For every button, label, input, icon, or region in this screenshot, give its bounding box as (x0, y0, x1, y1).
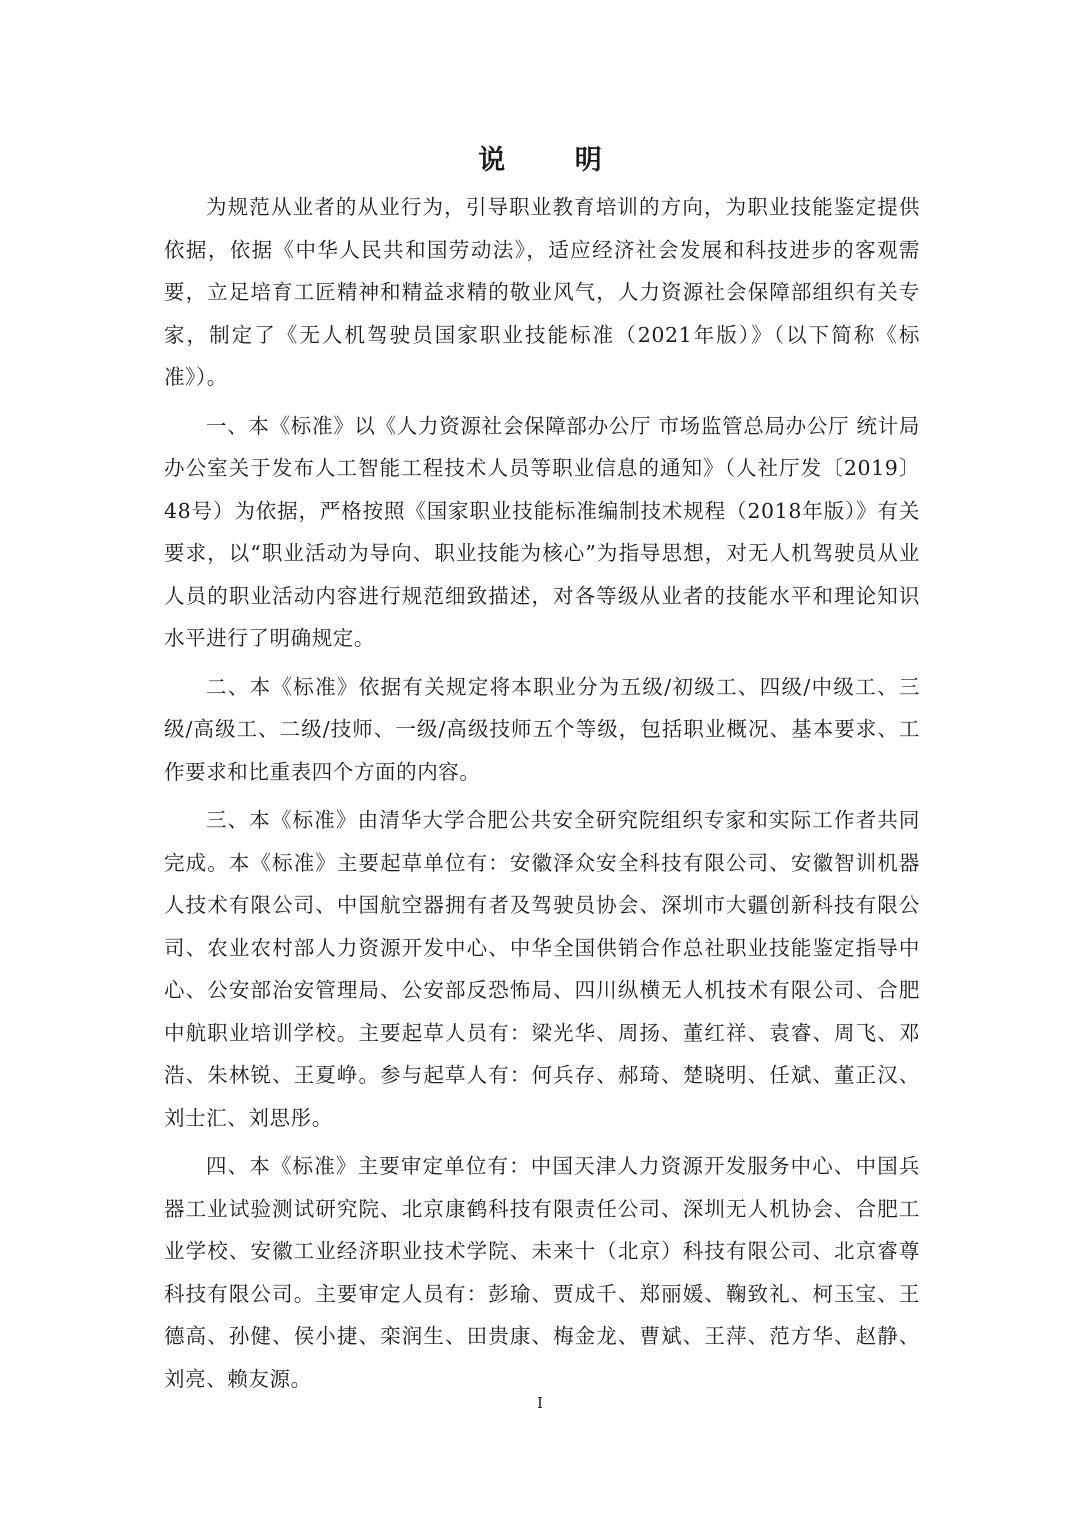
section-one-paragraph: 一、本《标准》以《人力资源社会保障部办公厅 市场监管总局办公厅 统计局办公室关于发布人工智能工程技术人员等职业信息的通知》（人社厅发〔2019〕48号）为依据，严格按照《国家职业技能标准编制技术规程（2018年版）》有关要求，以“职业活动为导向、职业技能为核心”为指导思想，对无人机驾驶员从业人员的职业活动内容进行规范细致描述，对各等级从业者的技能水平和理论知识水平进行了明确规定。 (164, 413, 920, 650)
page-number: I (537, 1394, 543, 1412)
section-two-paragraph: 二、本《标准》依据有关规定将本职业分为五级/初级工、四级/中级工、三级/高级工、二级/技师、一级/高级技师五个等级，包括职业概况、基本要求、工作要求和比重表四个方面的内容。 (164, 674, 920, 784)
section-four-paragraph: 四、本《标准》主要审定单位有：中国天津人力资源开发服务中心、中国兵器工业试验测试研究院、北京康鹤科技有限责任公司、深圳无人机协会、合肥工业学校、安徽工业经济职业技术学院、未来十（北京）科技有限公司、北京睿尊科技有限公司。主要审定人员有：彭瑜、贾成千、郑丽媛、鞠致礼、柯玉宝、王德高、孙健、侯小捷、栾润生、田贵康、梅金龙、曹斌、王萍、范方华、赵静、刘亮、赖友源。 (164, 1154, 920, 1391)
intro-paragraph: 为规范从业者的从业行为，引导职业教育培训的方向，为职业技能鉴定提供依据，依据《中华人民共和国劳动法》，适应经济社会发展和科技进步的客观需要，立足培育工匠精神和精益求精的敬业风气，人力资源社会保障部组织有关专家，制定了《无人机驾驶员国家职业技能标准（2021年版）》（以下简称《标准》）。 (164, 195, 920, 389)
section-three-paragraph: 三、本《标准》由清华大学合肥公共安全研究院组织专家和实际工作者共同完成。本《标准》主要起草单位有：安徽泽众安全科技有限公司、安徽智训机器人技术有限公司、中国航空器拥有者及驾驶员协会、深圳市大疆创新科技有限公司、农业农村部人力资源开发中心、中华全国供销合作总社职业技能鉴定指导中心、公安部治安管理局、公安部反恐怖局、四川纵横无人机技术有限公司、合肥中航职业培训学校。主要起草人员有：梁光华、周扬、董红祥、袁睿、周飞、邓浩、朱林锐、王夏峥。参与起草人有：何兵存、郝琦、楚晓明、任斌、董正汉、刘士汇、刘思彤。 (164, 808, 920, 1130)
document-body (164, 186, 920, 1406)
page-title: 说 明 (478, 145, 632, 176)
